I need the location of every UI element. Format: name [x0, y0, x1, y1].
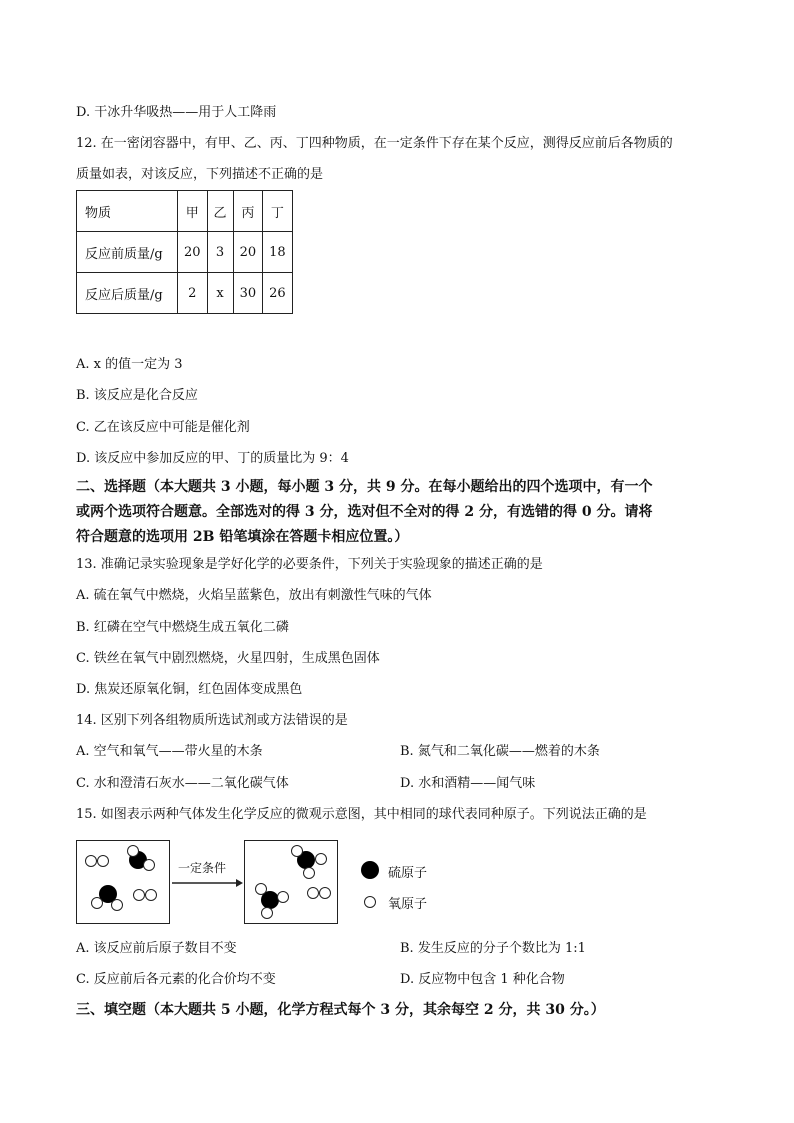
table-header-cell: 丁 [263, 191, 293, 232]
table-cell: 20 [233, 232, 263, 273]
table-cell: 3 [207, 232, 233, 273]
table-header-cell: 甲 [178, 191, 208, 232]
q15-stem: 15. 如图表示两种气体发生化学反应的微观示意图，其中相同的球代表同种原子。下列说法正确的是 [76, 807, 647, 822]
table-row [77, 273, 293, 314]
oxygen-legend-label: 氧原子 [388, 897, 428, 912]
section2-heading-line2: 或两个选项符合题意。全部选对的得 3 分，选对但不全对的得 2 分，有选错的得 0 分。请将 [76, 504, 653, 520]
section2-heading-line3: 符合题意的选项用 2B 铅笔填涂在答题卡相应位置。） [76, 529, 409, 545]
table-cell: x [207, 273, 233, 314]
table-header-cell: 物质 [77, 191, 178, 232]
table-cell: 30 [233, 273, 263, 314]
oxygen-atom [303, 867, 315, 879]
oxygen-atom [143, 859, 155, 871]
reactants-box [76, 840, 170, 924]
oxygen-atom [319, 887, 331, 899]
q14-option-b: B. 氮气和二氧化碳——燃着的木条 [400, 744, 600, 759]
table-cell: 反应后质量/g [77, 273, 178, 314]
q13-stem: 13. 准确记录实验现象是学好化学的必要条件，下列关于实验现象的描述正确的是 [76, 557, 543, 572]
table-cell: 26 [263, 273, 293, 314]
sulfur-legend-icon [361, 861, 379, 879]
oxygen-atom [255, 883, 267, 895]
q12-option-a: A. x 的值一定为 3 [76, 357, 183, 372]
oxygen-atom [145, 889, 157, 901]
q13-option-c: C. 铁丝在氧气中剧烈燃烧，火星四射，生成黑色固体 [76, 651, 380, 666]
oxygen-atom [291, 845, 303, 857]
reaction-condition-label: 一定条件 [178, 861, 227, 875]
oxygen-atom [307, 887, 319, 899]
q15-option-c: C. 反应前后各元素的化合价均不变 [76, 972, 276, 987]
table-header-cell: 丙 [233, 191, 263, 232]
oxygen-atom [97, 855, 109, 867]
q11-option-d: D. 干冰升华吸热——用于人工降雨 [76, 105, 277, 120]
q12-option-b: B. 该反应是化合反应 [76, 388, 198, 403]
oxygen-atom [91, 897, 103, 909]
q15-option-b: B. 发生反应的分子个数比为 1:1 [400, 941, 586, 956]
oxygen-atom [133, 889, 145, 901]
products-box [244, 840, 338, 924]
q13-option-a: A. 硫在氧气中燃烧，火焰呈蓝紫色，放出有刺激性气味的气体 [76, 588, 432, 603]
oxygen-atom [111, 899, 123, 911]
table-cell: 反应前质量/g [77, 232, 178, 273]
table-cell: 20 [178, 232, 208, 273]
table-cell: 18 [263, 232, 293, 273]
q12-mass-table [76, 190, 293, 314]
q13-option-b: B. 红磷在空气中燃烧生成五氧化二磷 [76, 620, 289, 635]
table-header-cell: 乙 [207, 191, 233, 232]
table-row [77, 232, 293, 273]
sulfur-legend-label: 硫原子 [388, 866, 428, 881]
table-cell: 2 [178, 273, 208, 314]
section3-heading: 三、填空题（本大题共 5 小题，化学方程式每个 3 分，其余每空 2 分，共 30 分。） [76, 1002, 605, 1018]
q14-option-d: D. 水和酒精——闻气味 [400, 776, 536, 791]
reaction-arrow-icon [172, 878, 244, 888]
q15-option-d: D. 反应物中包含 1 种化合物 [400, 972, 565, 987]
oxygen-atom [85, 855, 97, 867]
q13-option-d: D. 焦炭还原氧化铜，红色固体变成黑色 [76, 682, 303, 697]
oxygen-atom [127, 845, 139, 857]
oxygen-atom [277, 891, 289, 903]
q14-option-a: A. 空气和氧气——带火星的木条 [76, 744, 263, 759]
q12-option-d: D. 该反应中参加反应的甲、丁的质量比为 9：4 [76, 451, 349, 466]
q15-option-a: A. 该反应前后原子数目不变 [76, 941, 237, 956]
oxygen-atom [315, 853, 327, 865]
table-header-row [77, 191, 293, 232]
q12-option-c: C. 乙在该反应中可能是催化剂 [76, 420, 250, 435]
oxygen-atom [261, 907, 273, 919]
q14-stem: 14. 区别下列各组物质所选试剂或方法错误的是 [76, 713, 348, 728]
q12-stem-line1: 12. 在一密闭容器中，有甲、乙、丙、丁四种物质，在一定条件下存在某个反应，测得反应前后各物质的 [76, 136, 673, 151]
oxygen-legend-icon [364, 896, 376, 908]
q12-stem-line2: 质量如表，对该反应，下列描述不正确的是 [76, 167, 324, 182]
section2-heading-line1: 二、选择题（本大题共 3 小题，每小题 3 分，共 9 分。在每小题给出的四个选项中，有一个 [76, 479, 653, 495]
q14-option-c: C. 水和澄清石灰水——二氧化碳气体 [76, 776, 289, 791]
